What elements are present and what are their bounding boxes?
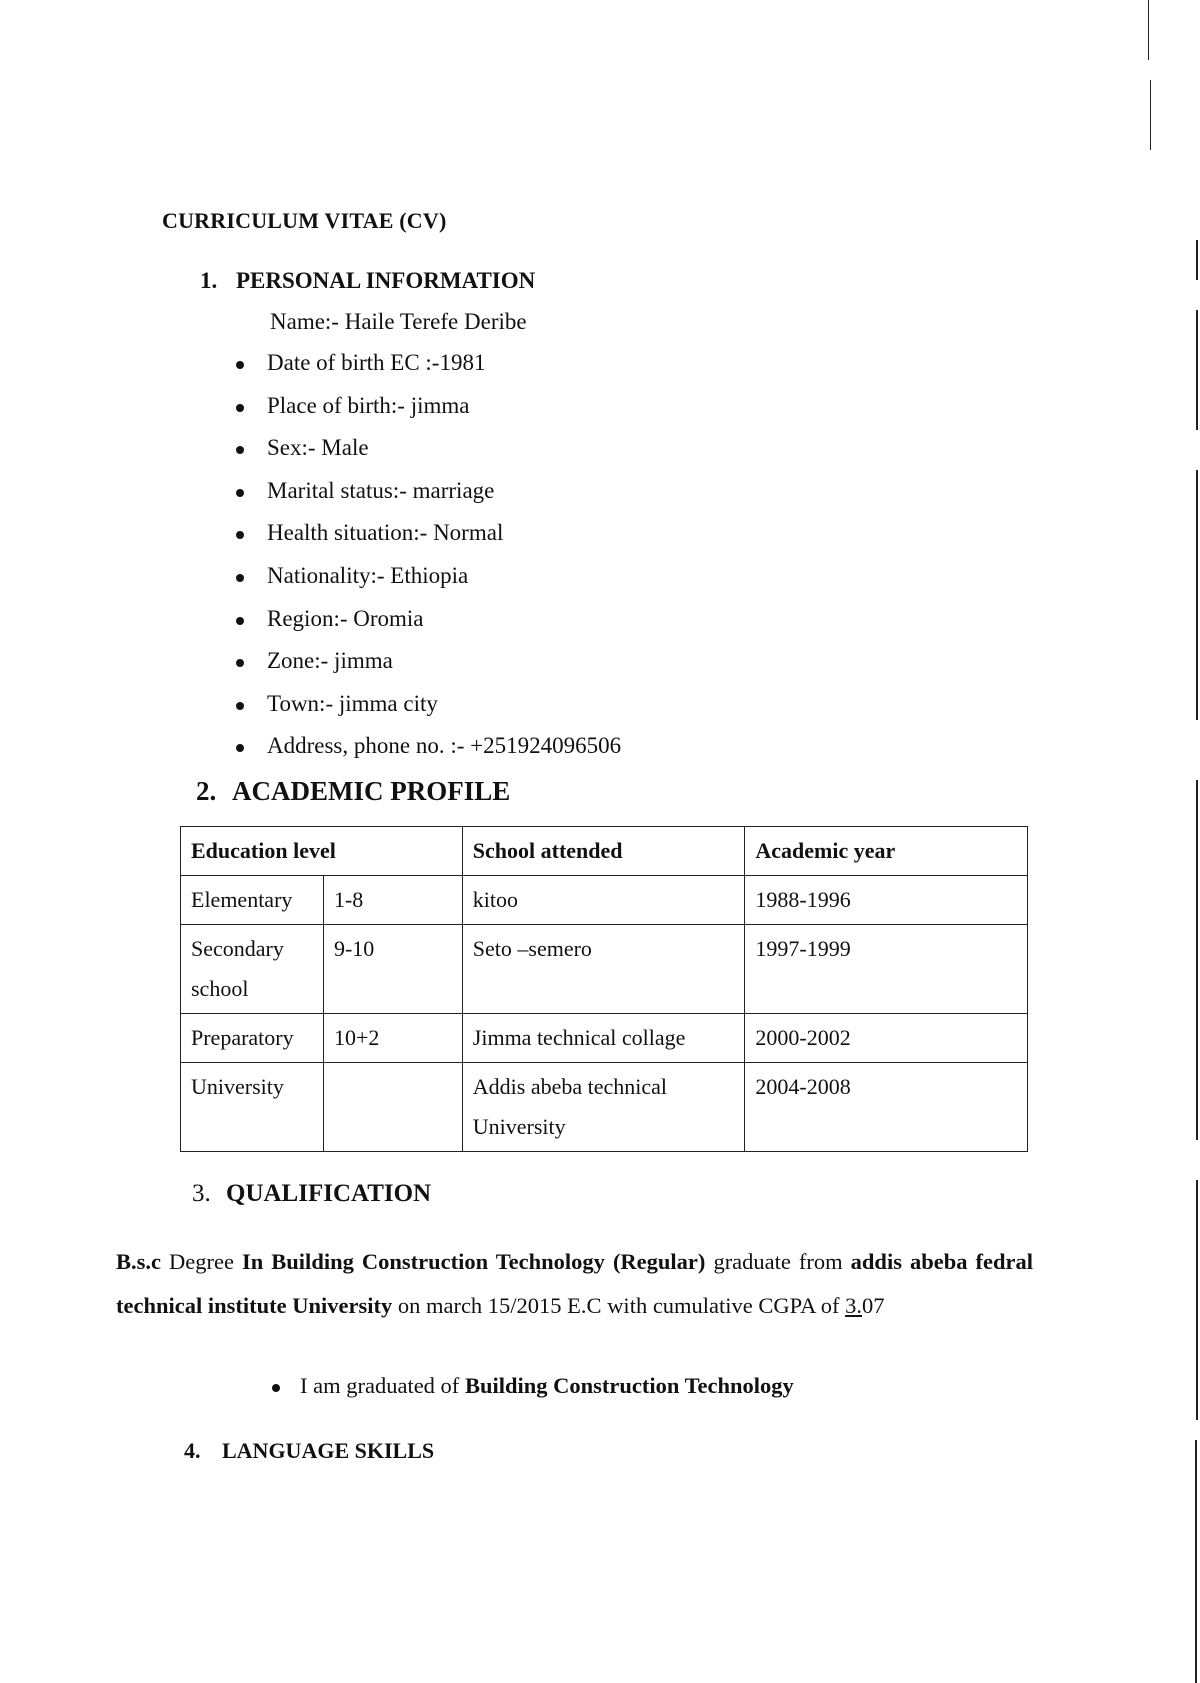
scan-edge-mark xyxy=(1196,310,1198,430)
list-item: Zone:- jimma xyxy=(230,648,621,691)
personal-information-heading xyxy=(200,268,535,294)
academic-table xyxy=(180,826,1028,1152)
graduated-prefix: I am graduated of xyxy=(300,1373,465,1398)
cell-range: 9-10 xyxy=(323,925,462,1014)
bullet-icon xyxy=(272,1384,280,1392)
section-number: 2. xyxy=(196,776,217,806)
cell-year: 2000-2002 xyxy=(745,1014,1028,1063)
section-title: LANGUAGE SKILLS xyxy=(222,1438,435,1463)
section-title: QUALIFICATION xyxy=(226,1180,432,1207)
scan-edge-mark xyxy=(1196,1180,1198,1420)
table-row xyxy=(181,876,1028,925)
academic-profile-heading xyxy=(196,776,510,807)
cell-range: 10+2 xyxy=(323,1014,462,1063)
qualification-paragraph xyxy=(116,1240,1033,1328)
qualification-heading xyxy=(192,1180,431,1208)
text-fragment: graduate from xyxy=(705,1249,851,1274)
list-item: Sex:- Male xyxy=(230,435,621,478)
section-number: 3. xyxy=(192,1180,211,1207)
cgpa-integer: 3. xyxy=(845,1293,862,1318)
cell-level: University xyxy=(181,1063,324,1152)
scan-edge-mark xyxy=(1148,0,1149,60)
cell-year: 2004-2008 xyxy=(745,1063,1028,1152)
list-item: Place of birth:- jimma xyxy=(230,393,621,436)
cell-level: Secondary school xyxy=(181,925,324,1014)
table-row xyxy=(181,1063,1028,1152)
section-title: ACADEMIC PROFILE xyxy=(232,776,511,806)
institution-name: addis abeba fedral technical institute University xyxy=(116,1249,1033,1318)
header-school-attended: School attended xyxy=(462,827,745,876)
degree-field: In Building Construction Technology (Regular) xyxy=(242,1249,706,1274)
list-item: Address, phone no. :- +251924096506 xyxy=(230,733,621,776)
table-header-row xyxy=(181,827,1028,876)
section-number: 4. xyxy=(184,1438,201,1463)
section-title: PERSONAL INFORMATION xyxy=(236,268,536,293)
cell-range: 1-8 xyxy=(323,876,462,925)
scan-edge-mark xyxy=(1196,240,1198,280)
cell-year: 1988-1996 xyxy=(745,876,1028,925)
section-number: 1. xyxy=(200,268,218,293)
cell-school: Addis abeba technical University xyxy=(462,1063,745,1152)
table-row xyxy=(181,1014,1028,1063)
cell-school: Seto –semero xyxy=(462,925,745,1014)
table-row xyxy=(181,925,1028,1014)
scan-edge-mark xyxy=(1196,780,1198,1140)
document-title: CURRICULUM VITAE (CV) xyxy=(162,208,447,233)
header-academic-year: Academic year xyxy=(745,827,1028,876)
cell-school: kitoo xyxy=(462,876,745,925)
list-item: Town:- jimma city xyxy=(230,691,621,734)
cell-year: 1997-1999 xyxy=(745,925,1028,1014)
list-item: Region:- Oromia xyxy=(230,606,621,649)
list-item: Marital status:- marriage xyxy=(230,478,621,521)
scan-edge-mark xyxy=(1196,470,1198,720)
cell-level: Elementary xyxy=(181,876,324,925)
list-item: Nationality:- Ethiopia xyxy=(230,563,621,606)
cell-range xyxy=(323,1063,462,1152)
cgpa-decimal: 07 xyxy=(861,1293,885,1318)
list-item: Date of birth EC :-1981 xyxy=(230,350,621,393)
cell-school: Jimma technical collage xyxy=(462,1014,745,1063)
scan-edge-mark xyxy=(1195,1440,1197,1683)
graduated-field: Building Construction Technology xyxy=(464,1373,794,1398)
degree-abbrev: B.s.c xyxy=(116,1249,161,1274)
graduated-line xyxy=(272,1373,794,1399)
cell-level: Preparatory xyxy=(181,1014,324,1063)
name-line: Name:- Haile Terefe Deribe xyxy=(270,309,527,334)
scan-edge-mark xyxy=(1150,80,1151,150)
list-item: Health situation:- Normal xyxy=(230,520,621,563)
text-fragment: on march 15/2015 E.C with cumulative CGPA of xyxy=(392,1293,846,1318)
language-skills-heading xyxy=(184,1438,434,1464)
header-education-level: Education level xyxy=(181,827,463,876)
personal-info-list xyxy=(230,350,621,776)
text-fragment: Degree xyxy=(161,1249,242,1274)
